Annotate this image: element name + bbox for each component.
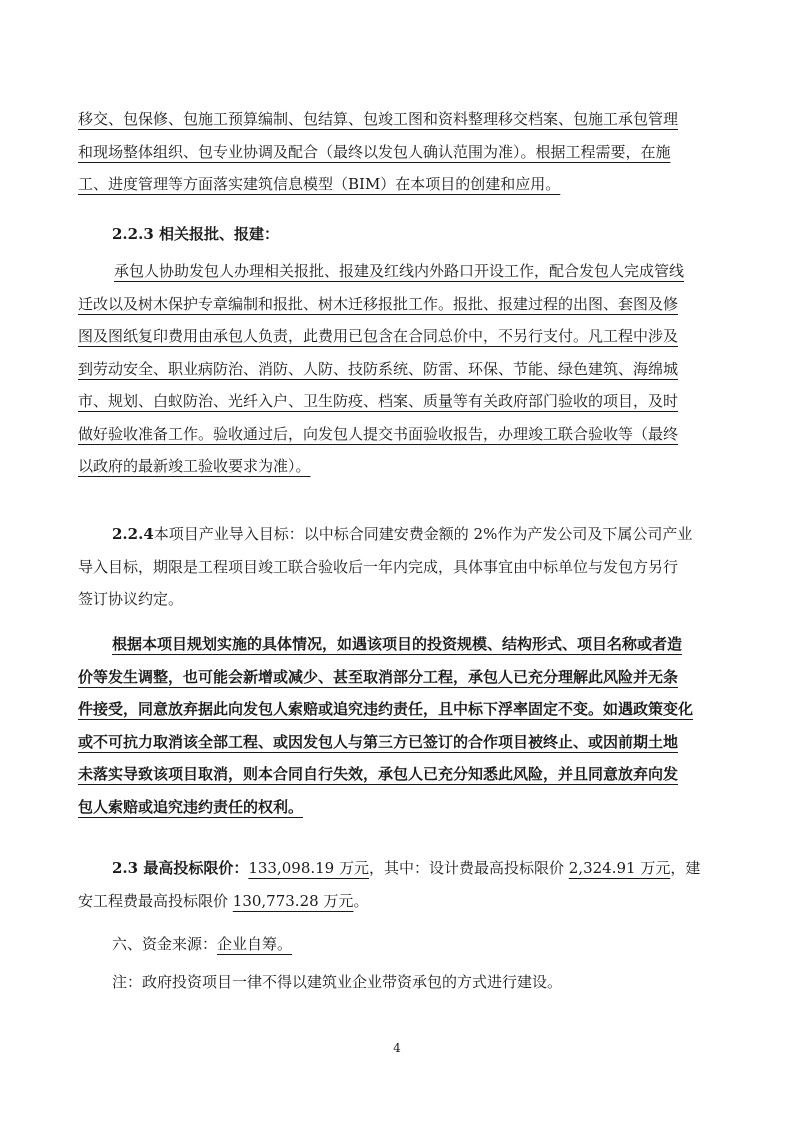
text-line: 和现场整体组织、包专业协调及配合（最终以发包人确认范围为准）。根据工程需要，在施 <box>78 142 671 161</box>
total-limit-value: 133,098.19 万元 <box>248 859 369 877</box>
approval-paragraph <box>78 255 718 483</box>
text-line: 图及图纸复印费用由承包人负责，此费用已包含在合同总价中，不另行支付。凡工程中涉及 <box>78 327 679 345</box>
text-line <box>78 885 718 918</box>
section-label-2-3: 2.3 最高投标限价： <box>112 859 249 877</box>
funding-source-paragraph <box>78 928 718 961</box>
text-line: 件接受，同意放弃据此向发包人索赔或追究违约责任，且中标下浮率固定不变。如遇政策变化 <box>78 700 694 718</box>
funding-value: 企业自筹。 <box>217 935 293 953</box>
max-bid-paragraph <box>78 852 718 917</box>
text-line: 到劳动安全、职业病防治、消防、人防、技防系统、防雷、环保、节能、绿色建筑、海绵城 <box>78 359 679 378</box>
industry-target-paragraph <box>78 518 718 616</box>
text-line: 签订协议约定。 <box>78 590 184 608</box>
text-run: 安工程费最高投标限价 <box>78 891 233 910</box>
section-heading-2-2-3: 2.2.3 相关报批、报建： <box>112 225 279 243</box>
text-line: 价等发生调整，也可能会新增或减少、甚至取消部分工程，承包人已充分理解此风险并无条 <box>78 667 679 686</box>
note-paragraph <box>78 966 718 999</box>
text-line: 迁改以及树木保护专章编制和报批、树木迁移报批工作。报批、报建过程的出图、套图及修 <box>78 294 679 313</box>
text-run: ，建 <box>670 859 701 877</box>
text-line: 做好验收准备工作。验收通过后，向发包人提交书面验收报告，办理竣工联合验收等（最终 <box>78 424 679 443</box>
risk-clause-paragraph <box>78 628 718 823</box>
text-line <box>78 518 718 551</box>
text-line <box>78 852 718 885</box>
text-line: 移交、包保修、包施工预算编制、包结算、包竣工图和资料整理移交档案、包施工承包管理 <box>78 110 679 128</box>
page-number: 4 <box>393 1041 401 1055</box>
text-line: 或不可抗力取消该全部工程、或因发包人与第三方已签订的合作项目被终止、或因前期土地 <box>78 732 679 751</box>
text-line: 未落实导致该项目取消，则本合同自行失效，承包人已充分知悉此风险，并且同意放弃向发 <box>78 765 679 783</box>
text-line: 注：政府投资项目一律不得以建筑业企业带资承包的方式进行建设。 <box>112 973 563 991</box>
text-line: 以政府的最新竣工验收要求为准）。 <box>78 457 311 475</box>
text-line: 包人索赔或追究违约责任的权利。 <box>78 797 304 816</box>
text-line: 根据本项目规划实施的具体情况，如遇该项目的投资规模、结构形式、项目名称或者造 <box>112 635 683 653</box>
text-line: 导入目标，期限是工程项目竣工联合验收后一年内完成，具体事宜由中标单位与发包方另行 <box>78 557 679 576</box>
design-limit-value: 2,324.91 万元 <box>568 859 671 877</box>
text-run: 本项目产业导入目标：以中标合同建安费金额的 2%作为产发公司及下属公司产业 <box>153 525 693 543</box>
text-line: 市、规划、白蚁防治、光纤入户、卫生防疫、档案、质量等有关政府部门验收的项目，及时 <box>78 392 679 410</box>
construction-limit-value: 130,773.28 万元 <box>232 891 354 910</box>
scope-paragraph <box>78 103 718 201</box>
text-line: 工、进度管理等方面落实建筑信息模型（BIM）在本项目的创建和应用。 <box>78 175 561 193</box>
text-run: ，其中：设计费最高投标限价 <box>368 859 569 877</box>
text-line <box>78 928 718 961</box>
text-line: 承包人协助发包人办理相关报批、报建及红线内外路口开设工作，配合发包人完成管线 <box>114 262 685 280</box>
funding-label: 六、资金来源： <box>112 935 218 953</box>
section-number-2-2-4: 2.2.4 <box>112 525 154 543</box>
text-run: 。 <box>353 891 369 910</box>
